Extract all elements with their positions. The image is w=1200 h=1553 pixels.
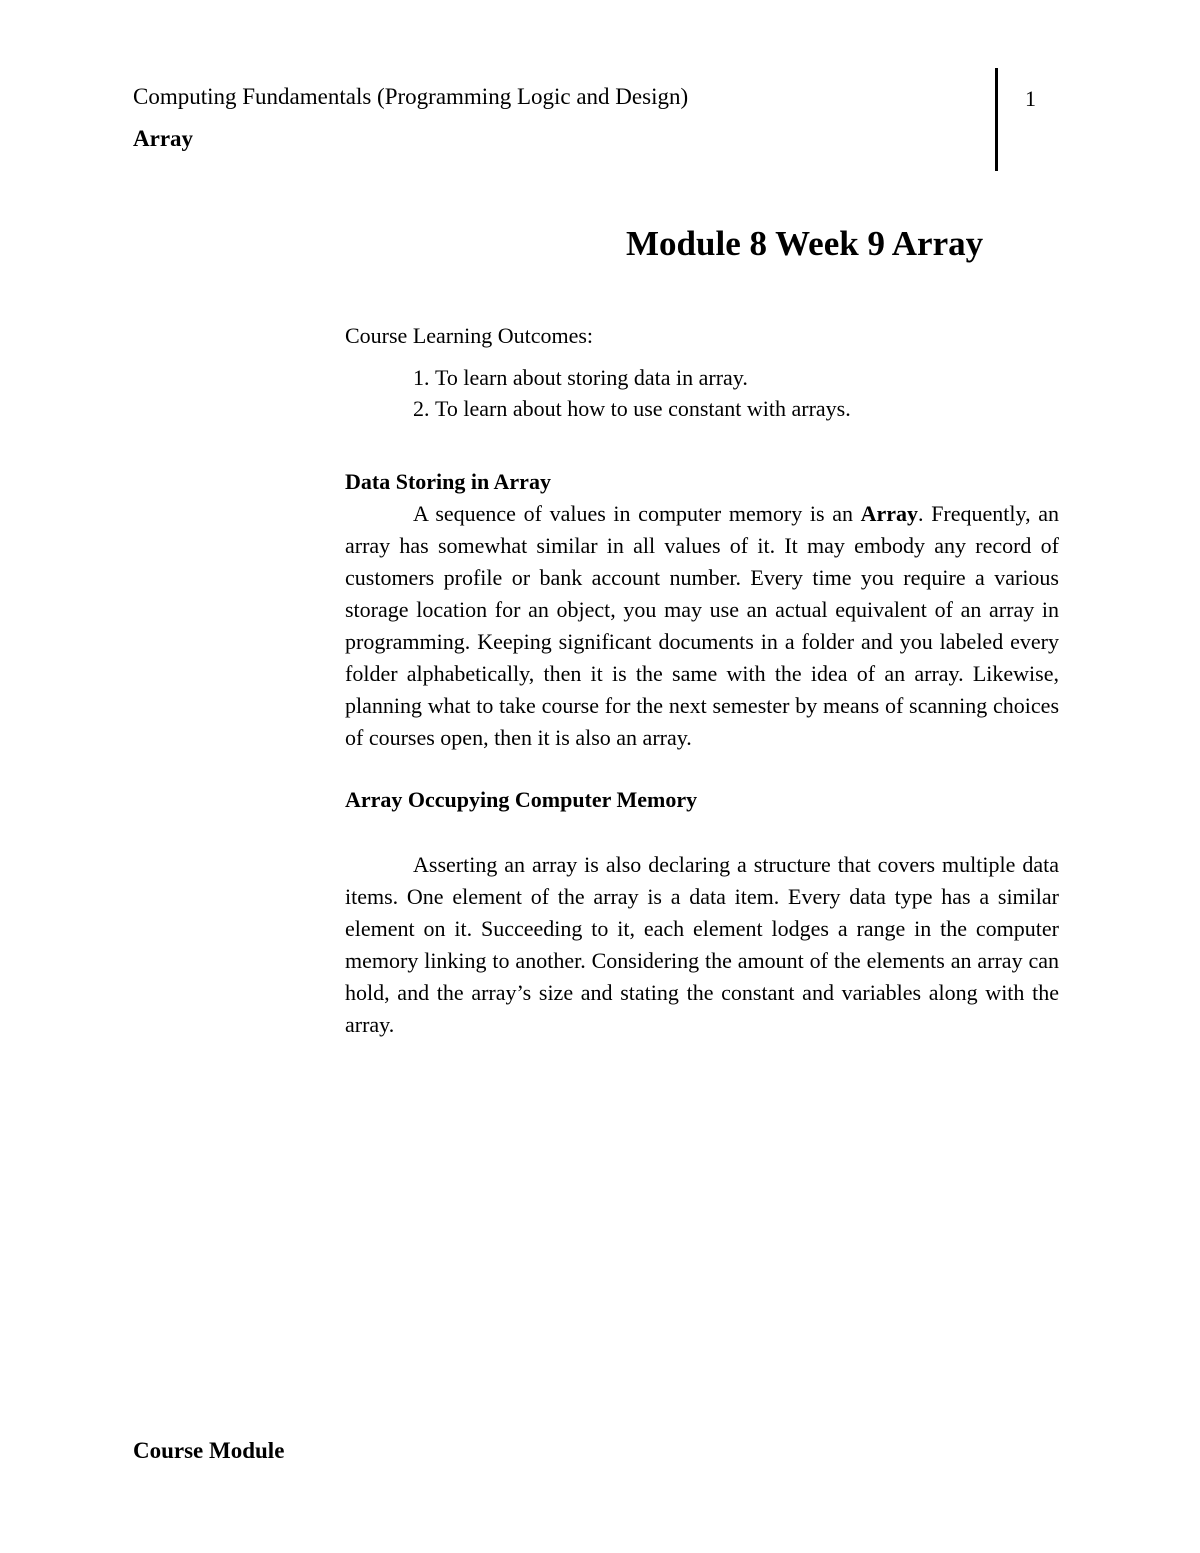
section-heading-data-storing: Data Storing in Array xyxy=(345,469,551,494)
header-title: Computing Fundamentals (Programming Logic and Design) xyxy=(133,84,689,109)
section-paragraph-memory: Asserting an array is also declaring a structure that covers multiple data items. One element of the array is a data item. Every data type has a similar element on it. Succeeding to it, each element lodges a range in the computer memory linking to another. Considering the amount of the elements an array can hold, and the array’s size and stating the constant and variables along with the array. xyxy=(345,852,1059,1037)
outcome-item: 2. To learn about how to use constant with arrays. xyxy=(435,393,1059,424)
outcome-item: 1. To learn about storing data in array. xyxy=(435,362,1059,393)
main-content xyxy=(345,320,1059,1041)
outcomes-list xyxy=(345,362,1059,424)
page-number: 1 xyxy=(1025,86,1036,111)
paragraph-text: . Frequently, an array has somewhat similar in all values of it. It may embody any record of customers profile or bank account number. Every time you require a various storage location for an object, you may use an actual equivalent of an array in programming. Keeping significant documents in a folder and you labeled every folder alphabetically, then it is the same with the idea of an array. Likewise, planning what to take course for the next semester by means of scanning choices of courses open, then it is also an array. xyxy=(345,501,1059,750)
header-subtitle: Array xyxy=(133,126,194,151)
section-paragraph-data-storing xyxy=(345,498,1059,754)
section-heading-memory: Array Occupying Computer Memory xyxy=(345,787,698,812)
paragraph-text: A sequence of values in computer memory is an xyxy=(413,501,861,526)
outcomes-label: Course Learning Outcomes: xyxy=(345,323,594,348)
footer-label: Course Module xyxy=(133,1438,285,1463)
header-divider xyxy=(995,68,998,171)
module-title: Module 8 Week 9 Array xyxy=(626,224,984,263)
array-term: Array xyxy=(860,501,919,526)
